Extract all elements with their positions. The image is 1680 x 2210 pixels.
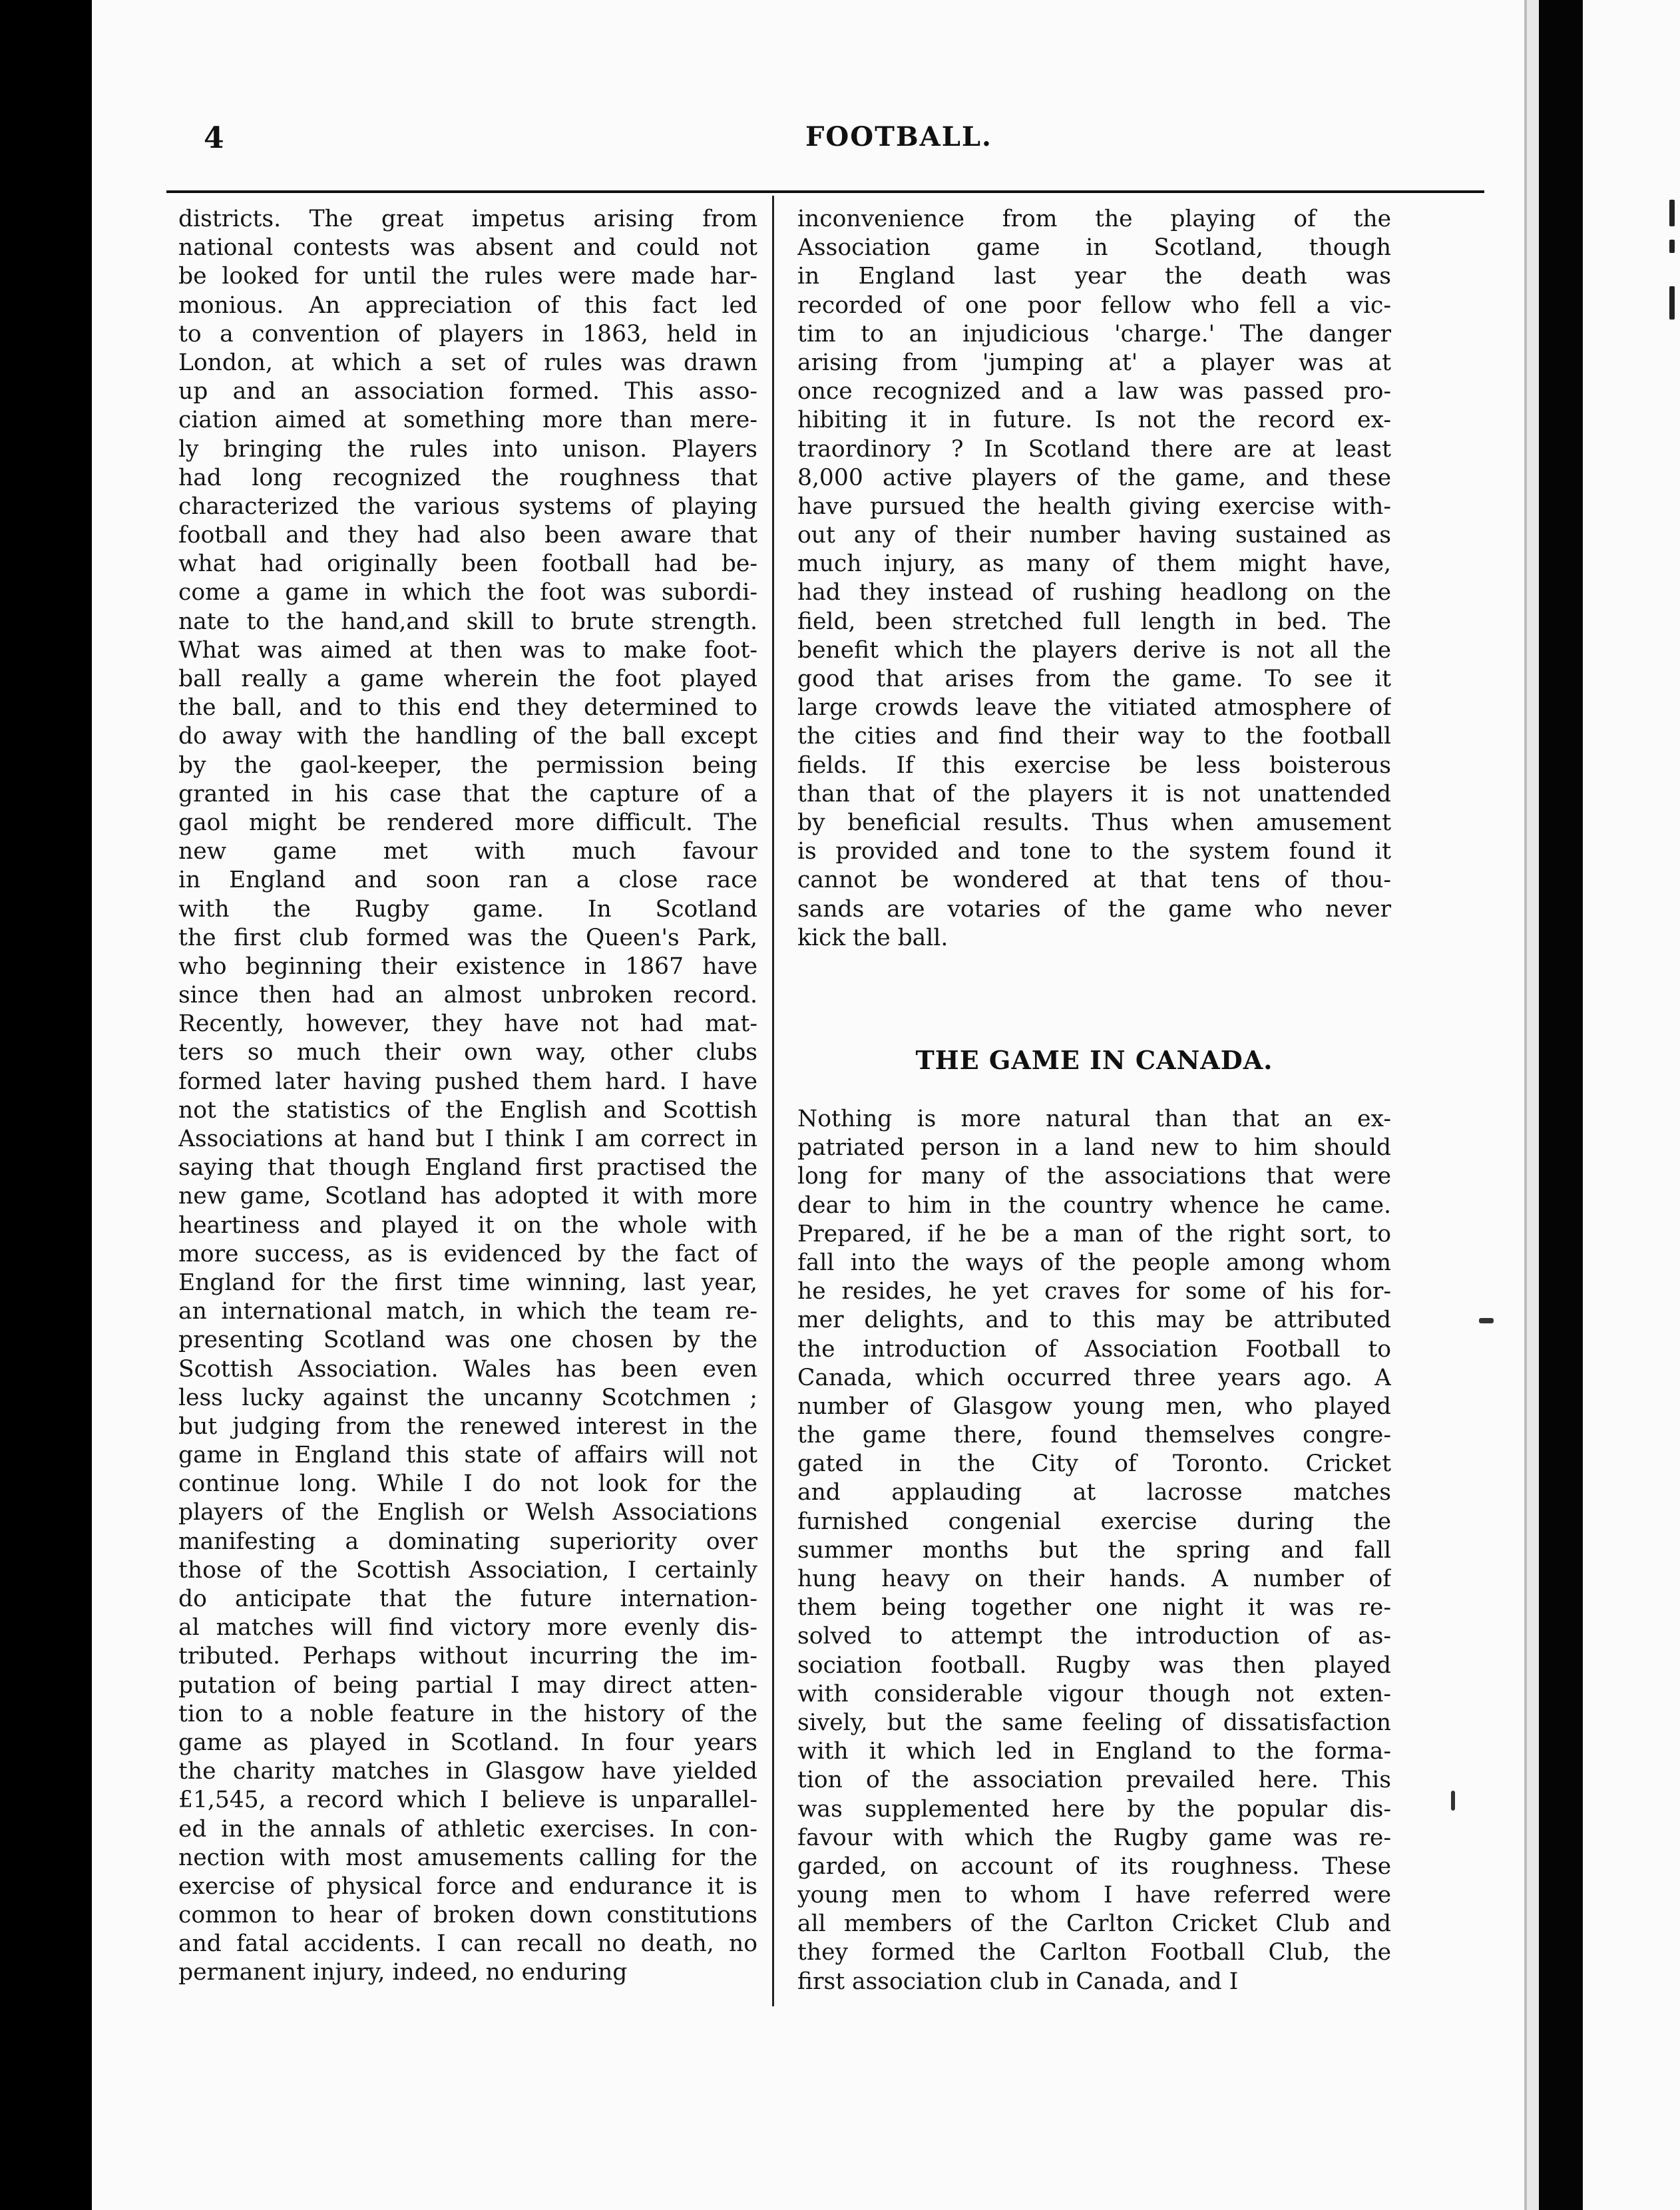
text-line: new game, Scotland has adopted it with more bbox=[178, 1183, 757, 1210]
text-line: ly bringing the rules into unison. Players bbox=[178, 435, 757, 463]
text-line: heartiness and played it on the whole with bbox=[178, 1212, 757, 1239]
running-head bbox=[92, 121, 1539, 161]
text-line: since then had an almost unbroken record. bbox=[178, 982, 757, 1009]
text-line: tim to an injudicious 'charge.' The danger bbox=[797, 320, 1391, 347]
text-line: ciation aimed at something more than mere- bbox=[178, 407, 757, 434]
text-line: continue long. While I do not look for the bbox=[178, 1470, 757, 1498]
text-line: hung heavy on their hands. A number of bbox=[797, 1566, 1391, 1592]
text-line: dear to him in the country whence he came. bbox=[797, 1192, 1391, 1219]
text-line: saying that though England first practised the bbox=[178, 1154, 757, 1182]
text-line: had they instead of rushing headlong on the bbox=[797, 579, 1391, 606]
text-line: exercise of physical force and endurance it is bbox=[178, 1873, 757, 1900]
text-line: large crowds leave the vitiated atmosphere of bbox=[797, 694, 1391, 722]
text-line: by the gaol-keeper, the permission being bbox=[178, 752, 757, 779]
text-line: Scottish Association. Wales has been even bbox=[178, 1355, 757, 1383]
text-line: out any of their number having sustained as bbox=[797, 522, 1391, 549]
text-line: permanent injury, indeed, no enduring bbox=[178, 1959, 628, 1986]
adjacent-page-mark bbox=[1669, 286, 1675, 320]
text-line: presenting Scotland was one chosen by the bbox=[178, 1327, 757, 1354]
margin-mark bbox=[1451, 1791, 1455, 1811]
adjacent-page-mark bbox=[1669, 200, 1675, 226]
text-line: the introduction of Association Football to bbox=[797, 1335, 1391, 1363]
text-line: with the Rugby game. In Scotland bbox=[178, 895, 757, 923]
adjacent-page-mark bbox=[1669, 240, 1675, 253]
text-line: manifesting a dominating superiority over bbox=[178, 1528, 757, 1555]
text-line: do away with the handling of the ball except bbox=[178, 723, 757, 750]
text-line: young men to whom I have referred were bbox=[797, 1882, 1391, 1909]
text-line: come a game in which the foot was subordi- bbox=[178, 579, 757, 606]
left-column bbox=[178, 205, 757, 1988]
text-line: patriated person in a land new to him should bbox=[797, 1134, 1391, 1162]
text-line: Recently, however, they have not had mat- bbox=[178, 1010, 757, 1038]
text-line: the game there, found themselves congre- bbox=[797, 1422, 1391, 1449]
text-line: who beginning their existence in 1867 have bbox=[178, 953, 757, 980]
text-line: London, at which a set of rules was drawn bbox=[178, 349, 757, 376]
text-line: first association club in Canada, and I bbox=[797, 1968, 1239, 1995]
text-line: Nothing is more natural than that an ex- bbox=[797, 1106, 1391, 1132]
text-line: benefit which the players derive is not all the bbox=[797, 636, 1391, 664]
text-line: he resides, he yet craves for some of his for- bbox=[797, 1278, 1391, 1305]
text-line: the first club formed was the Queen's Park, bbox=[178, 924, 757, 951]
text-line: formed later having pushed them hard. I have bbox=[178, 1068, 757, 1095]
text-line: number of Glasgow young men, who played bbox=[797, 1393, 1391, 1420]
text-line: What was aimed at then was to make foot- bbox=[178, 636, 757, 664]
column-divider bbox=[772, 196, 774, 2006]
text-line: the cities and find their way to the football bbox=[797, 723, 1391, 750]
binding-gutter bbox=[1539, 0, 1583, 2210]
text-line: an international match, in which the team re- bbox=[178, 1298, 757, 1325]
text-line: ed in the annals of athletic exercises. In con- bbox=[178, 1815, 757, 1843]
text-line: those of the Scottish Association, I certainly bbox=[178, 1556, 757, 1584]
text-line: up and an association formed. This asso- bbox=[178, 378, 757, 405]
text-line: England for the first time winning, last year, bbox=[178, 1269, 757, 1296]
running-title: FOOTBALL. bbox=[805, 121, 992, 152]
text-line: than that of the players it is not unattended bbox=[797, 780, 1391, 807]
right-column-top bbox=[797, 205, 1391, 953]
text-line: Canada, which occurred three years ago. A bbox=[797, 1364, 1391, 1391]
text-line: solved to attempt the introduction of as- bbox=[797, 1623, 1391, 1650]
text-line: to a convention of players in 1863, held in bbox=[178, 320, 757, 347]
text-line: more success, as is evidenced by the fact of bbox=[178, 1240, 757, 1267]
text-line: by beneficial results. Thus when amusement bbox=[797, 809, 1391, 836]
text-line: furnished congenial exercise during the bbox=[797, 1508, 1391, 1535]
text-line: but judging from the renewed interest in the bbox=[178, 1413, 757, 1440]
text-line: was supplemented here by the popular dis- bbox=[797, 1795, 1391, 1823]
text-line: in England last year the death was bbox=[797, 263, 1391, 290]
text-line: Association game in Scotland, though bbox=[797, 234, 1391, 262]
text-line: with it which led in England to the forma- bbox=[797, 1738, 1391, 1765]
text-line: sively, but the same feeling of dissatisfaction bbox=[797, 1709, 1391, 1736]
text-line: not the statistics of the English and Scottish bbox=[178, 1096, 757, 1124]
text-line: tion of the association prevailed here. This bbox=[797, 1767, 1391, 1794]
text-line: game as played in Scotland. In four years bbox=[178, 1729, 757, 1756]
text-line: gated in the City of Toronto. Cricket bbox=[797, 1450, 1391, 1478]
text-line: be looked for until the rules were made har- bbox=[178, 263, 757, 290]
text-line: less lucky against the uncanny Scotchmen ; bbox=[178, 1384, 757, 1411]
page-number: 4 bbox=[204, 121, 224, 155]
text-line: the charity matches in Glasgow have yielded bbox=[178, 1758, 757, 1785]
text-line: good that arises from the game. To see it bbox=[797, 666, 1391, 692]
text-line: cannot be wondered at that tens of thou- bbox=[797, 867, 1391, 894]
text-line: sands are votaries of the game who never bbox=[797, 895, 1391, 923]
text-line: mer delights, and to this may be attributed bbox=[797, 1307, 1391, 1334]
text-line: all members of the Carlton Cricket Club and bbox=[797, 1910, 1391, 1938]
text-line: inconvenience from the playing of the bbox=[797, 206, 1391, 232]
text-line: Associations at hand but I think I am correct in bbox=[178, 1126, 757, 1152]
header-rule bbox=[166, 190, 1484, 193]
text-line: nection with most amusements calling for the bbox=[178, 1844, 757, 1871]
text-line: tributed. Perhaps without incurring the im- bbox=[178, 1643, 757, 1670]
text-line: the ball, and to this end they determined to bbox=[178, 694, 757, 722]
text-line: hibiting it in future. Is not the record ex- bbox=[797, 407, 1391, 434]
text-line: fall into the ways of the people among whom bbox=[797, 1249, 1391, 1276]
right-column-bottom bbox=[797, 1105, 1391, 1996]
text-line: game in England this state of affairs will not bbox=[178, 1442, 757, 1469]
text-line: summer months but the spring and fall bbox=[797, 1536, 1391, 1564]
text-line: national contests was absent and could not bbox=[178, 234, 757, 262]
text-line: ters so much their own way, other clubs bbox=[178, 1039, 757, 1066]
text-line: long for many of the associations that were bbox=[797, 1163, 1391, 1190]
text-line: putation of being partial I may direct atten- bbox=[178, 1671, 757, 1699]
adjacent-page-edge bbox=[1583, 0, 1680, 2210]
text-line: do anticipate that the future internation- bbox=[178, 1586, 757, 1612]
text-line: traordinory ? In Scotland there are at least bbox=[797, 435, 1391, 463]
text-line: new game met with much favour bbox=[178, 838, 757, 865]
text-line: tion to a noble feature in the history of the bbox=[178, 1700, 757, 1727]
text-line: garded, on account of its roughness. These bbox=[797, 1853, 1391, 1880]
text-line: monious. An appreciation of this fact led bbox=[178, 292, 757, 319]
text-line: kick the ball. bbox=[797, 924, 948, 951]
text-line: is provided and tone to the system found it bbox=[797, 838, 1391, 865]
text-line: with considerable vigour though not exten- bbox=[797, 1680, 1391, 1707]
text-line: football and they had also been aware that bbox=[178, 522, 757, 549]
text-line: fields. If this exercise be less boisterous bbox=[797, 752, 1391, 779]
text-line: have pursued the health giving exercise with- bbox=[797, 493, 1391, 520]
text-line: and applauding at lacrosse matches bbox=[797, 1479, 1391, 1506]
text-line: £1,545, a record which I believe is unparallel- bbox=[178, 1787, 757, 1814]
text-line: favour with which the Rugby game was re- bbox=[797, 1824, 1391, 1851]
margin-mark bbox=[1479, 1318, 1494, 1323]
text-line: gaol might be rendered more difficult. The bbox=[178, 809, 757, 836]
text-line: arising from 'jumping at' a player was at bbox=[797, 349, 1391, 376]
text-line: them being together one night it was re- bbox=[797, 1594, 1391, 1622]
text-line: 8,000 active players of the game, and these bbox=[797, 464, 1391, 491]
section-heading: THE GAME IN CANADA. bbox=[915, 1045, 1273, 1075]
text-line: recorded of one poor fellow who fell a vic- bbox=[797, 292, 1391, 319]
text-line: sociation football. Rugby was then played bbox=[797, 1652, 1391, 1679]
text-line: districts. The great impetus arising from bbox=[178, 206, 757, 232]
text-line: common to hear of broken down constitutions bbox=[178, 1902, 757, 1929]
text-line: al matches will find victory more evenly dis- bbox=[178, 1614, 757, 1642]
text-line: much injury, as many of them might have, bbox=[797, 551, 1391, 578]
text-line: characterized the various systems of playing bbox=[178, 493, 757, 520]
text-line: once recognized and a law was passed pro- bbox=[797, 378, 1391, 405]
text-line: granted in his case that the capture of a bbox=[178, 780, 757, 807]
text-line: and fatal accidents. I can recall no death, no bbox=[178, 1930, 757, 1958]
text-line: players of the English or Welsh Associations bbox=[178, 1499, 757, 1526]
text-line: Prepared, if he be a man of the right sort, to bbox=[797, 1220, 1391, 1247]
text-line: nate to the hand,and skill to brute strength. bbox=[178, 608, 757, 635]
text-line: had long recognized the roughness that bbox=[178, 464, 757, 491]
text-line: they formed the Carlton Football Club, the bbox=[797, 1939, 1391, 1966]
text-line: field, been stretched full length in bed. The bbox=[797, 608, 1391, 635]
text-line: ball really a game wherein the foot played bbox=[178, 666, 757, 692]
text-line: what had originally been football had be- bbox=[178, 551, 757, 578]
text-line: in England and soon ran a close race bbox=[178, 867, 757, 894]
